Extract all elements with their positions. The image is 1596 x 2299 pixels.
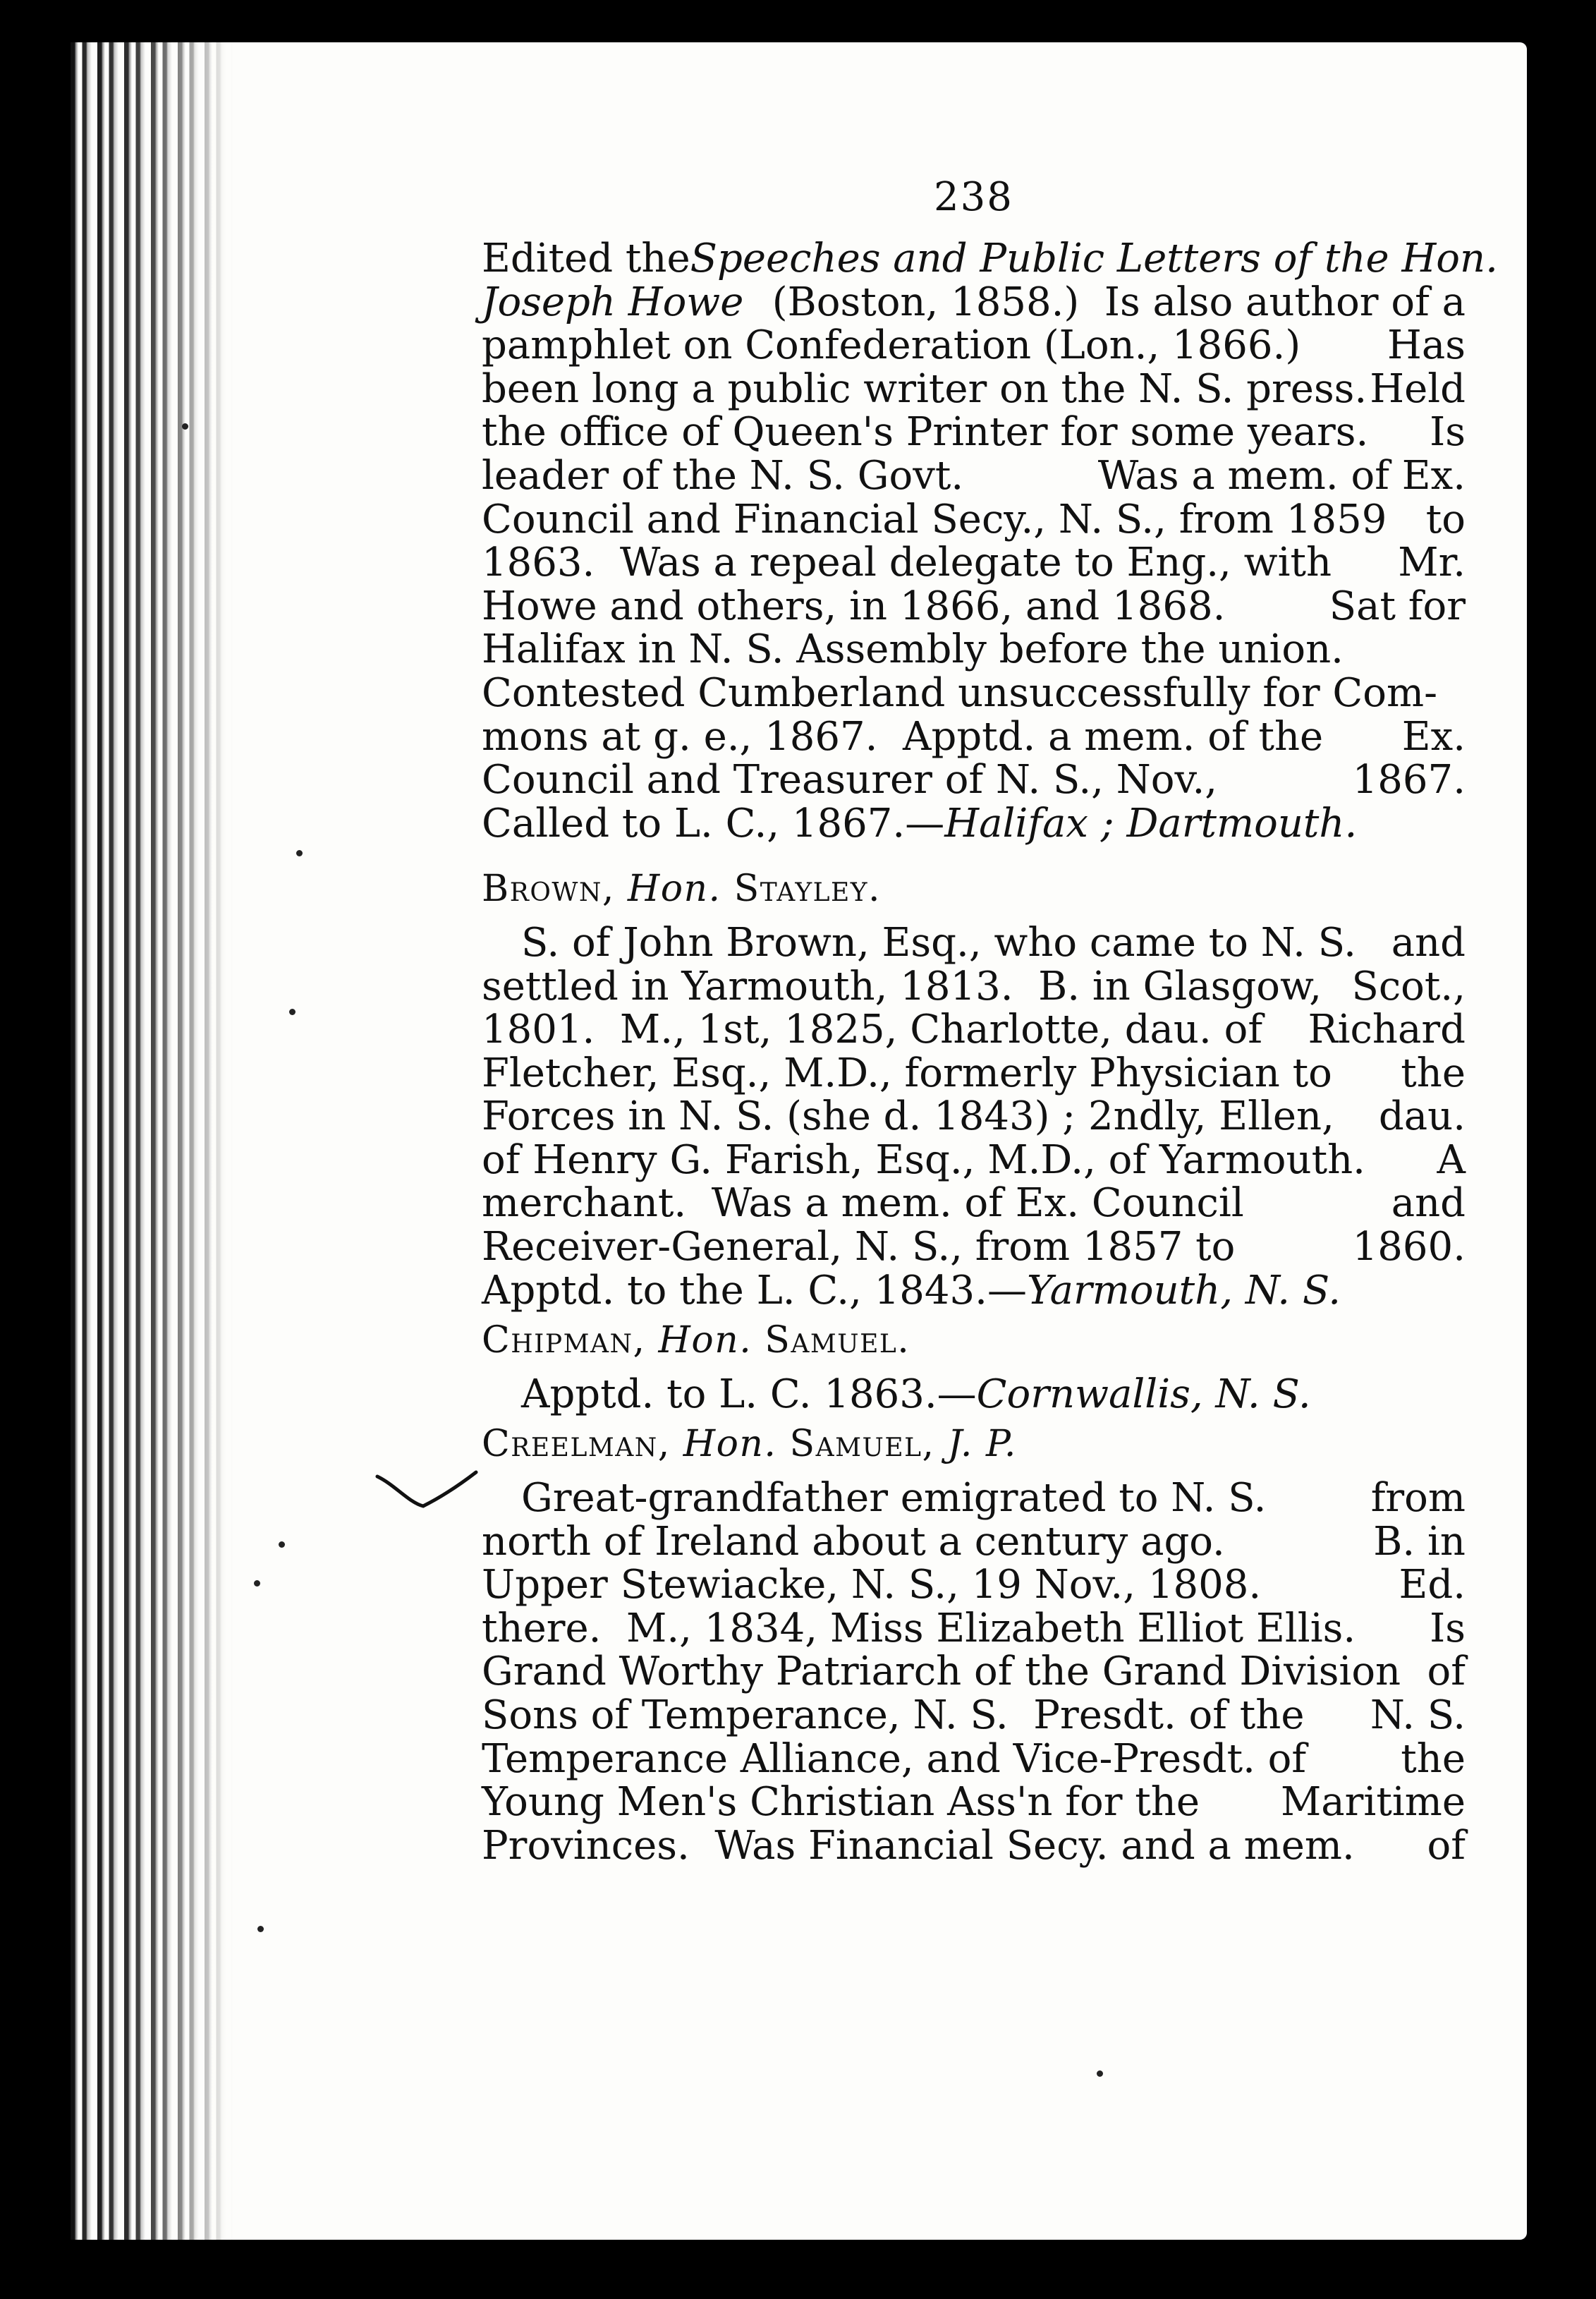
text-line: Grand Worthy Patriarch of the Grand Division of [482, 1649, 1466, 1695]
text-line: pamphlet on Confederation (Lon., 1866.) Has [482, 322, 1466, 369]
page-number: 238 [934, 174, 1013, 220]
text-line: Council and Treasurer of N. S., Nov., 1867. [482, 757, 1466, 803]
ink-speck [257, 1926, 264, 1932]
text-line: settled in Yarmouth, 1813. B. in Glasgow, Scot., [482, 963, 1466, 1009]
text-line: Receiver-General, N. S., from 1857 to 1860. [482, 1224, 1466, 1270]
text-line: Fletcher, Esq., M.D., formerly Physician to the [482, 1050, 1466, 1096]
binding-gutter [71, 42, 233, 2240]
text-line: Edited the Speeches and Public Letters of the Hon. [482, 236, 1498, 281]
ink-speck [279, 1541, 285, 1548]
entry-body-creelman [482, 1476, 1466, 1867]
text-line: Sons of Temperance, N. S. Presdt. of the N. S. [482, 1692, 1466, 1738]
ink-speck [296, 850, 303, 856]
text-line: of Henry G. Farish, Esq., M.D., of Yarmouth. A [482, 1136, 1466, 1183]
text-line: the office of Queen's Printer for some years. Is [482, 409, 1466, 456]
entry-heading-creelman: Creelman, Hon. Samuel, J. P. [482, 1423, 1017, 1466]
text-line: merchant. Was a mem. of Ex. Council and [482, 1180, 1466, 1227]
text-line: there. M., 1834, Miss Elizabeth Elliot Ellis. Is [482, 1605, 1466, 1651]
text-line: leader of the N. S. Govt. Was a mem. of Ex. [482, 452, 1466, 499]
text-line: Forces in N. S. (she d. 1843) ; 2ndly, Ellen, dau. [482, 1093, 1466, 1140]
ink-speck [289, 1009, 296, 1015]
text-line: north of Ireland about a century ago. B. in [482, 1518, 1466, 1565]
text-line: Provinces. Was Financial Secy. and a mem. of [482, 1822, 1466, 1869]
text-line: Apptd. to the L. C., 1843.— Yarmouth, N. S. [482, 1267, 1341, 1314]
entry-heading-chipman: Chipman, Hon. Samuel. [482, 1319, 910, 1362]
text-line: been long a public writer on the N. S. press. Held [482, 365, 1466, 412]
ink-speck [254, 1580, 260, 1587]
text-line: Halifax in N. S. Assembly before the union. [482, 626, 1344, 673]
text-line: mons at g. e., 1867. Apptd. a mem. of the Ex. [482, 713, 1466, 760]
text-line: Upper Stewiacke, N. S., 19 Nov., 1808. Ed. [482, 1562, 1466, 1608]
handwritten-check-mark-icon [374, 1464, 480, 1513]
text-line: Temperance Alliance, and Vice-Presdt. of the [482, 1735, 1466, 1782]
page-text [482, 174, 1498, 1869]
text-line: 1863. Was a repeal delegate to Eng., with Mr. [482, 540, 1466, 586]
text-line: Joseph Howe (Boston, 1858.) Is also author of a [482, 279, 1466, 325]
ink-speck [1097, 2070, 1103, 2077]
text-line: Contested Cumberland unsuccessfully for Com- [482, 669, 1438, 716]
text-line: 1801. M., 1st, 1825, Charlotte, dau. of Richard [482, 1007, 1466, 1053]
text-line: Apptd. to L. C. 1863.— Cornwallis, N. S. [521, 1371, 1311, 1417]
text-line: Council and Financial Secy., N. S., from 1859 to [482, 496, 1466, 542]
text-line: S. of John Brown, Esq., who came to N. S. and [521, 919, 1466, 966]
entry-body-brown [482, 921, 1466, 1312]
text-line: Great-grandfather emigrated to N. S. from [521, 1475, 1466, 1522]
text-line: Young Men's Christian Ass'n for the Maritime [482, 1779, 1466, 1826]
text-line: Howe and others, in 1866, and 1868. Sat for [482, 583, 1466, 629]
text-line: Called to L. C., 1867.— Halifax ; Dartmouth. [482, 800, 1358, 847]
entry-body-chipman [482, 1373, 1466, 1417]
ink-speck [182, 423, 188, 430]
paragraph-howe-continuation [482, 236, 1498, 847]
entry-heading-brown: Brown, Hon. Stayley. [482, 868, 882, 911]
